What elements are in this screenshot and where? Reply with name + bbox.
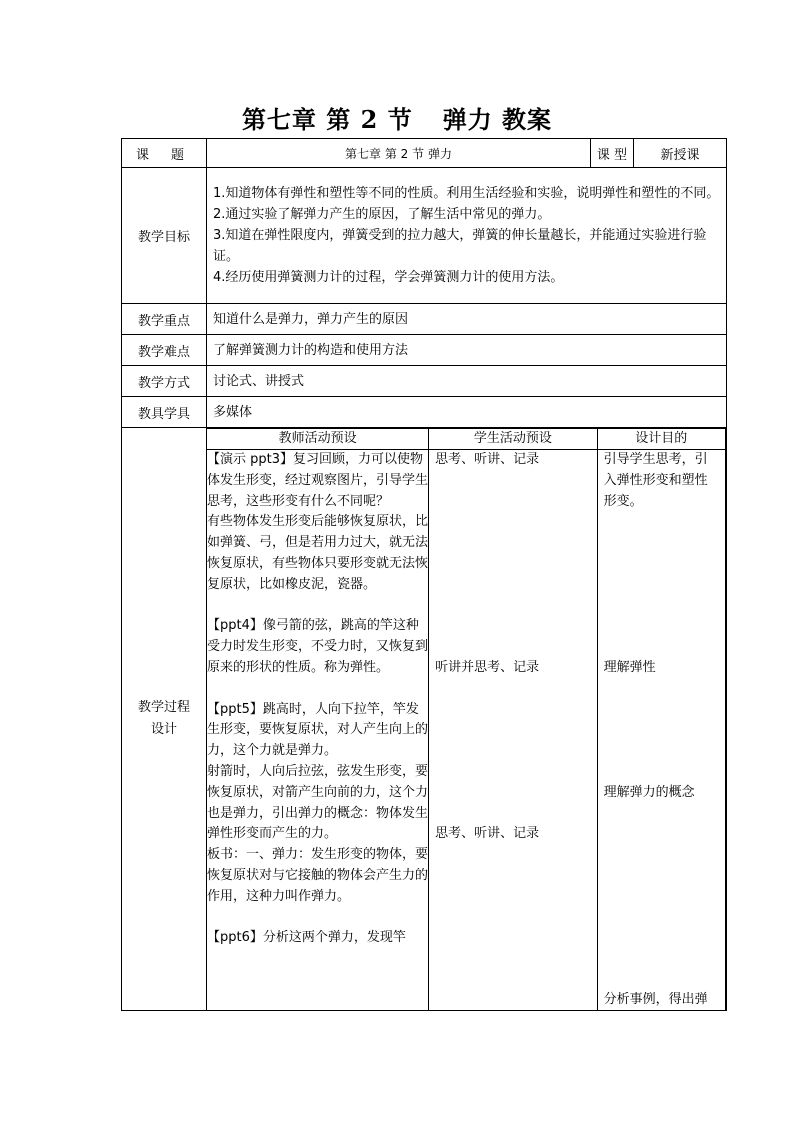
teacher-paragraph: 【ppt4】像弓箭的弦，跳高的竿这种受力时发生形变，不受力时，又恢复到原来的形状的性质。称为弹性。 [207, 618, 429, 675]
process-label-line2: 设计 [150, 722, 177, 737]
teacher-paragraph: 【ppt5】跳高时，人向下拉竿，竿发生形变，要恢复原状，对人产生向上的力，这个力就是弹力。 [207, 701, 429, 759]
tools-label: 教具学具 [122, 397, 207, 428]
purpose-note: 引导学生思考，引入弹性形变和塑性形变。 [603, 452, 708, 509]
teacher-activity-header: 教师活动预设 [207, 429, 429, 450]
teacher-paragraph: 板书：一、弹力：发生形变的物体，要恢复原状对与它接触的物体会产生力的作用，这种力叫作弹力。 [207, 847, 429, 904]
student-note: 思考、听讲、记录 [435, 826, 540, 841]
goal-item: 4.经历使用弹簧测力计的过程，学会弹簧测力计的使用方法。 [213, 270, 564, 285]
method-label: 教学方式 [122, 366, 207, 397]
document-title [0, 100, 794, 135]
tools-value: 多媒体 [207, 397, 727, 428]
student-activity-column [429, 450, 597, 1011]
goal-item: 3.知道在弹性限度内，弹簧受到的拉力越大，弹簧的伸长量越长，并能通过实验进行验证。 [213, 228, 707, 264]
process-label [122, 428, 207, 1011]
student-note: 听讲并思考、记录 [435, 660, 540, 675]
goals-label: 教学目标 [122, 168, 207, 304]
type-value: 新授课 [634, 139, 727, 168]
key-points-label: 教学重点 [122, 304, 207, 335]
subject-label: 课题 [122, 139, 207, 168]
title-chapter: 第七章 第 2 节 [241, 105, 413, 134]
goal-item: 2.通过实验了解弹力产生的原因，了解生活中常见的弹力。 [213, 207, 551, 222]
teacher-activity-column [207, 450, 429, 1011]
goal-item: 1.知道物体有弹性和塑性等不同的性质。利用生活经验和实验，说明弹性和塑性的不同。 [213, 186, 720, 201]
design-purpose-header: 设计目的 [597, 429, 725, 450]
process-cell [207, 428, 727, 1011]
purpose-note: 分析事例，得出弹 [603, 992, 708, 1007]
purpose-note: 理解弹力的概念 [603, 785, 695, 800]
design-purpose-column [597, 450, 725, 1011]
teacher-paragraph: 【演示 ppt3】复习回顾，力可以使物体发生形变，经过观察图片，引导学生思考，这些形变有什么不同呢？ [207, 452, 429, 509]
teacher-paragraph: 射箭时，人向后拉弦，弦发生形变，要恢复原状，对箭产生向前的力，这个力也是弹力，引出弹力的概念：物体发生弹性形变而产生的力。 [207, 763, 429, 842]
process-table [207, 428, 726, 1010]
process-label-line1: 教学过程 [137, 700, 190, 715]
method-value: 讨论式、讲授式 [207, 366, 727, 397]
title-topic: 弹力 教案 [442, 105, 553, 134]
subject-value: 第七章 第 2 节 弹力 [207, 139, 591, 168]
key-points-value: 知道什么是弹力，弹力产生的原因 [207, 304, 727, 335]
lesson-plan-table [121, 138, 727, 1011]
goals-list [207, 168, 727, 304]
type-label: 课 型 [591, 139, 634, 168]
difficulty-value: 了解弹簧测力计的构造和使用方法 [207, 335, 727, 366]
teacher-paragraph: 有些物体发生形变后能够恢复原状，比如弹簧、弓，但是若用力过大，就无法恢复原状，有些物体只要形变就无法恢复原状，比如橡皮泥，瓷器。 [207, 514, 429, 592]
purpose-note: 理解弹性 [603, 660, 656, 675]
student-note: 思考、听讲、记录 [435, 452, 540, 467]
difficulty-label: 教学难点 [122, 335, 207, 366]
student-activity-header: 学生活动预设 [429, 429, 597, 450]
teacher-paragraph: 【ppt6】分析这两个弹力，发现竿 [207, 930, 406, 946]
